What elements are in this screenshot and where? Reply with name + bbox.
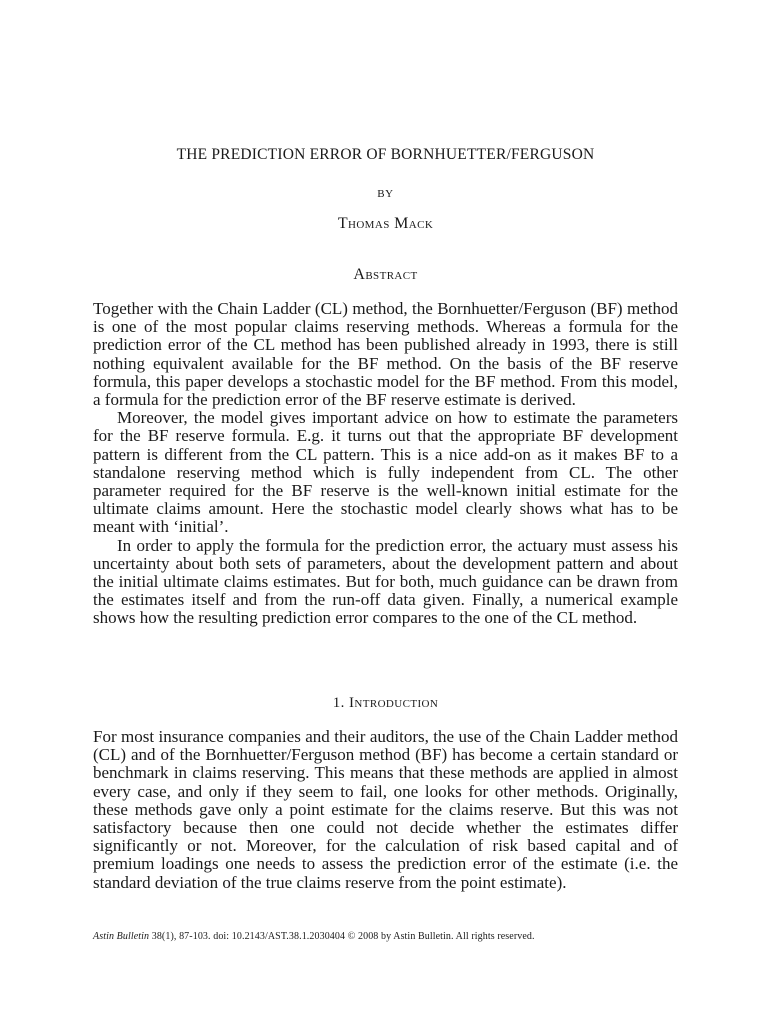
introduction-paragraph: For most insurance companies and their auditors, the use of the Chain Ladder method (CL) and of the Bornhuetter/Ferguson method (BF) has become a certain standard or benchmark in claims reserving. This means that these methods are applied in almost every case, and only if they seem to fail, one looks for other methods. Originally, these methods gave only a point estimate for the claims reserve. But this was not satisfactory because then one could not decide whether the estimates differ significantly or not. Moreover, for the calculation of risk based capital and of premium loadings one needs to assess the prediction error of the estimate (i.e. the standard deviation of the true claims reserve from the point estimate). <box>93 727 678 892</box>
abstract-heading: Abstract <box>353 266 418 283</box>
footer-citation-text: 38(1), 87-103. doi: 10.2143/AST.38.1.2030404 © 2008 by Astin Bulletin. All rights reserved. <box>149 931 535 942</box>
footer-journal-name: Astin Bulletin <box>93 931 150 942</box>
introduction-body <box>93 728 678 892</box>
abstract-paragraph: In order to apply the formula for the prediction error, the actuary must assess his uncertainty about both sets of parameters, about the development pattern and about the initial ultimate claims estimates. But for both, much guidance can be drawn from the estimates itself and from the run-off data given. Finally, a numerical example shows how the resulting prediction error compares to the one of the CL method. <box>93 535 678 628</box>
section-heading-introduction: 1. Introduction <box>332 695 439 711</box>
author-name: Thomas Mack <box>337 215 434 232</box>
footer-citation <box>93 931 678 942</box>
abstract-paragraph: Moreover, the model gives important advice on how to estimate the parameters for the BF reserve formula. E.g. it turns out that the appropriate BF development pattern is different from the CL pattern. This is a nice add-on as it makes BF to a standalone reserving method which is fully independent from CL. The other parameter required for the BF reserve is the well-known initial estimate for the ultimate claims amount. Here the stochastic model clearly shows what has to be meant with ‘initial’. <box>93 408 678 537</box>
abstract-body <box>93 300 678 628</box>
by-line: BY <box>377 188 394 200</box>
abstract-paragraph: Together with the Chain Ladder (CL) method, the Bornhuetter/Ferguson (BF) method is one of the most popular claims reserving methods. Whereas a formula for the prediction error of the CL method has been published already in 1993, there is still nothing equivalent available for the BF method. On the basis of the BF reserve formula, this paper develops a stochastic model for the BF method. From this model, a formula for the prediction error of the BF reserve estimate is derived. <box>93 299 678 410</box>
paper-title: THE PREDICTION ERROR OF BORNHUETTER/FERGUSON <box>176 146 595 163</box>
